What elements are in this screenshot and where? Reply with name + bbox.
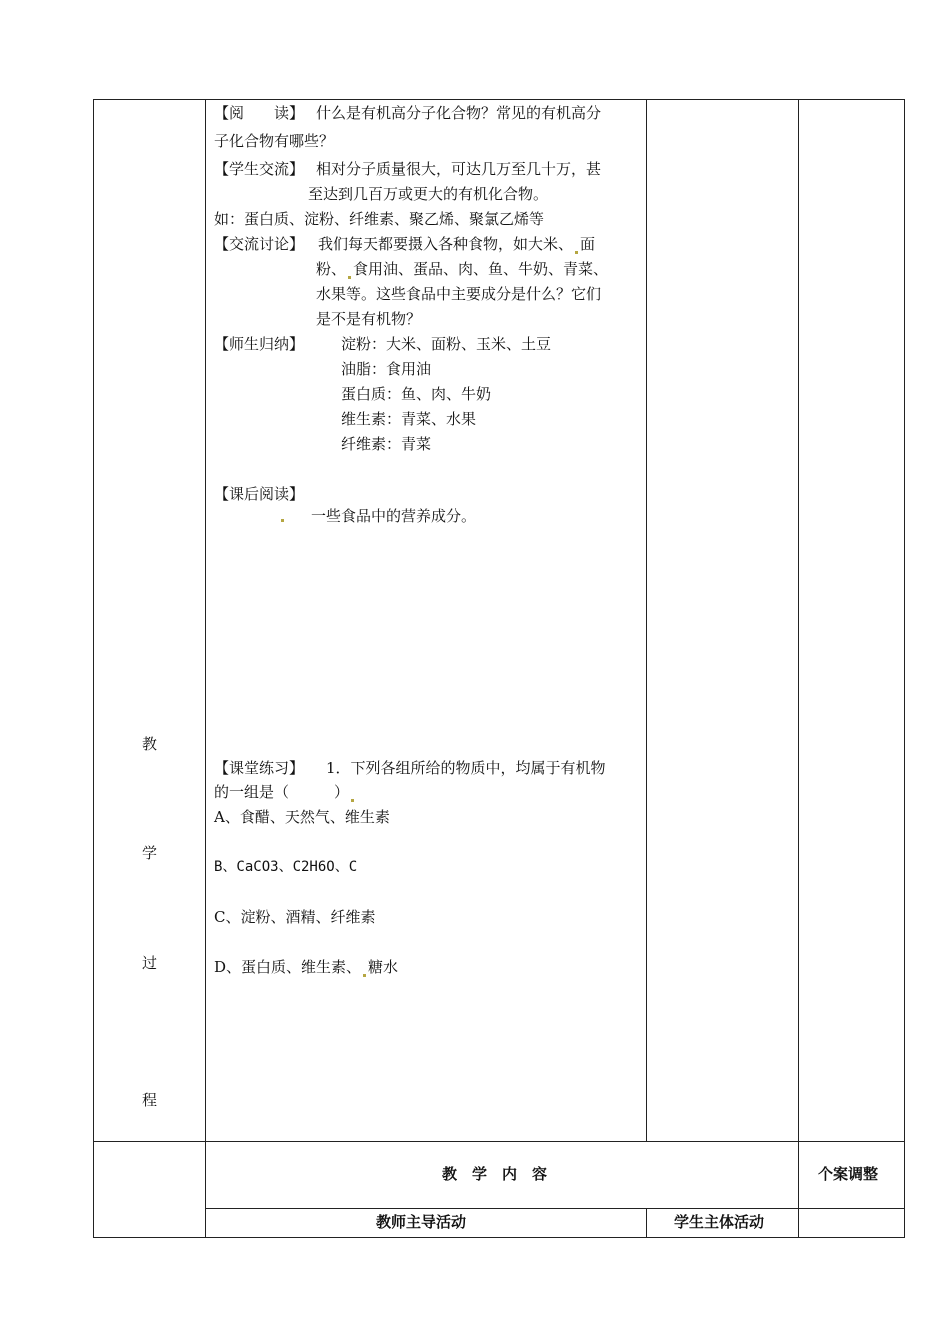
teacher-activity-heading: 教师主导活动 <box>376 1213 467 1231</box>
option-b: B、CaCO3、C2H6O、C <box>214 859 358 875</box>
summary-item: 蛋白质：鱼、肉、牛奶 <box>341 385 492 403</box>
discussion-text-line3: 水果等。这些食品中主要成分是什么？它们 <box>316 285 602 303</box>
discussion-label: 【交流讨论】 <box>214 235 305 253</box>
table-bottom-border <box>93 1237 905 1238</box>
mark-dot <box>363 974 366 977</box>
mark-dot <box>351 799 354 802</box>
summary-item: 纤维素：青菜 <box>341 435 432 453</box>
mark-dot <box>281 519 284 522</box>
col-divider-1 <box>205 99 206 1238</box>
exercise-question-line2 <box>214 782 356 802</box>
teaching-content-heading: 教 学 内 容 <box>442 1165 548 1183</box>
side-char: 程 <box>142 1091 158 1109</box>
exercise-question-line1: 1．下列各组所给的物质中，均属于有机物 <box>326 759 606 777</box>
discussion-text-line2-rest: 食用油、蛋品、肉、鱼、牛奶、青菜、 <box>353 260 609 278</box>
col-border-left <box>93 99 94 1238</box>
col-border-right <box>904 99 905 1238</box>
summary-label: 【师生归纳】 <box>214 335 305 353</box>
student-activity-heading: 学生主体活动 <box>674 1213 765 1231</box>
table-top-border <box>93 99 905 100</box>
option-c: C、淀粉、酒精、纤维素 <box>214 908 376 926</box>
reading-label: 【阅 读】 <box>214 104 305 122</box>
exchange-label: 【学生交流】 <box>214 160 305 178</box>
summary-item: 油脂：食用油 <box>341 360 432 378</box>
discussion-text-line1-part: 我们每天都要摄入各种食物，如大米、 <box>318 235 574 253</box>
case-adjust-heading: 个案调整 <box>818 1165 879 1183</box>
option-d-text: D、蛋白质、维生素、 <box>214 958 362 976</box>
row-divider-header <box>93 1141 905 1142</box>
col-divider-3 <box>798 99 799 1238</box>
after-class-text: 一些食品中的营养成分。 <box>311 507 477 525</box>
discussion-text-line1 <box>318 234 595 254</box>
option-d <box>214 957 398 977</box>
exchange-text-line2: 至达到几百万或更大的有机化合物。 <box>308 185 549 203</box>
side-char: 教 <box>142 735 158 753</box>
option-d-end: 糖水 <box>368 958 399 976</box>
discussion-text-line1-end: 面 <box>580 235 596 253</box>
col-divider-2-lower <box>646 1208 647 1238</box>
row-divider-subheader <box>205 1208 905 1209</box>
exercise-question-line2-text: 的一组是（ ） <box>214 783 350 801</box>
discussion-text-line2-start: 粉、 <box>316 260 347 278</box>
mark-dot <box>575 251 578 254</box>
side-char: 学 <box>142 844 158 862</box>
option-a: A、食醋、天然气、维生素 <box>214 808 390 826</box>
reading-question-line1: 什么是有机高分子化合物？常见的有机高分 <box>316 104 602 122</box>
after-class-label: 【课后阅读】 <box>214 485 305 503</box>
summary-item: 维生素：青菜、水果 <box>341 410 477 428</box>
discussion-text-line4: 是不是有机物？ <box>316 310 422 328</box>
col-divider-2 <box>646 99 647 1142</box>
side-char: 过 <box>142 954 158 972</box>
exercise-label: 【课堂练习】 <box>214 759 305 777</box>
discussion-text-line2 <box>316 259 608 279</box>
examples-text: 如：蛋白质、淀粉、纤维素、聚乙烯、聚氯乙烯等 <box>214 210 545 228</box>
exchange-text-line1: 相对分子质量很大，可达几万至几十万，甚 <box>316 160 602 178</box>
mark-dot <box>348 276 351 279</box>
reading-question-line2: 子化合物有哪些？ <box>214 132 335 150</box>
summary-item: 淀粉：大米、面粉、玉米、土豆 <box>341 335 552 353</box>
